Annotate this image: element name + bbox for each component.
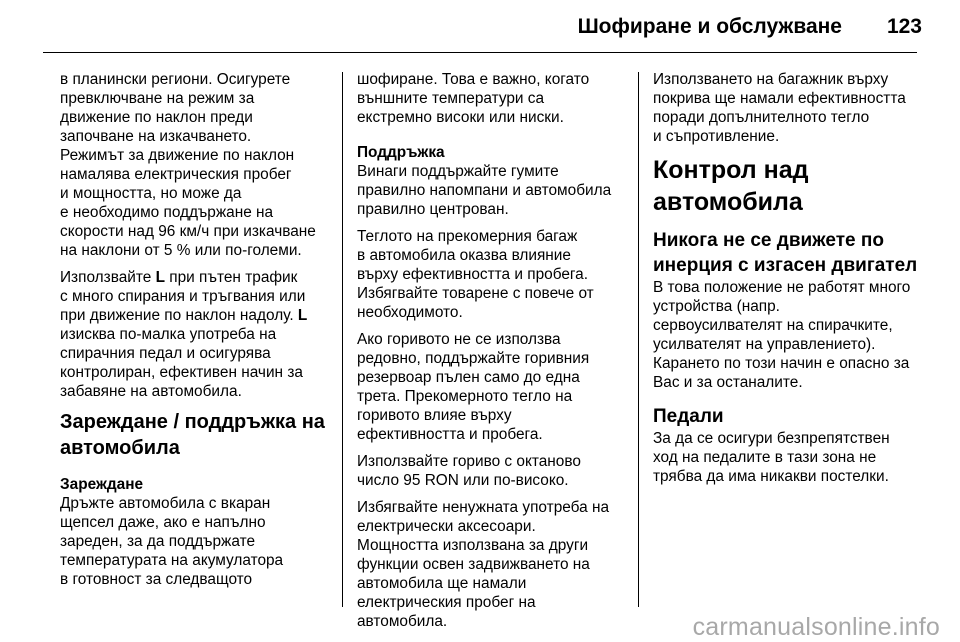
paragraph-l-mode	[60, 268, 332, 401]
column-1	[60, 70, 332, 597]
paragraph-luggage: Теглото на прекомерния багаж в автомобила оказва влияние върху ефективността и пробега. Избягвайте товарене с повече от необходимото.	[357, 228, 594, 321]
section-heading-vehicle-control: Контрол над автомобила	[653, 156, 809, 216]
text-braking: изисква по-малка употреба на спирачния педал и осигурява контролиран, ефективен начин за забавяне на автомобила.	[60, 326, 303, 400]
header-divider	[43, 52, 917, 53]
paragraph-plugged-in: Дръжте автомобила с вкаран щепсел даже, ако е напълно зареден, за да поддържате температурата на акумулатора в готовност за следващото	[60, 495, 284, 588]
subheading-pedals: Педали	[653, 406, 724, 427]
paragraph-pedals: За да се осигури безпрепятствен ход на педалите в тази зона не трябва да има никакви постелки.	[653, 430, 890, 485]
column-divider-2	[638, 72, 639, 607]
watermark: carmanualsonline.info	[692, 613, 940, 641]
subheading-charging: Зареждане	[60, 476, 144, 493]
section-heading-charging: Зареждане / поддръжка на автомобила	[60, 411, 325, 459]
paragraph-octane: Използвайте гориво с октаново число 95 RON или по-високо.	[357, 453, 581, 489]
paragraph-engine-off: В това положение не работят много устройства (напр. сервоусилвателят на спирачките, усилвателят на управлението). Карането по този начин е опасно за Вас и за останалите.	[653, 279, 911, 391]
paragraph-mountain-mode: в планински региони. Осигурете превключване на режим за движение по наклон преди започване на изкачването. Режимът за движение по наклон намалява електрическия пробег и мощността, но може да е необходимо поддържане на скорости над 96 км/ч при изкачване на наклони от 5 % или по-големи.	[60, 71, 316, 259]
paragraph-fuel: Ако горивото не се използва редовно, поддържайте горивния резервоар пълен само до една трета. Прекомерното тегло на горивото влияе върху ефективността и пробега.	[357, 331, 590, 443]
page-number: 123	[886, 15, 922, 38]
subheading-no-coasting: Никога не се движете по инерция с изгасен двигател	[653, 230, 918, 276]
column-2	[357, 70, 625, 639]
paragraph-roof-rack: Използването на багажник върху покрива ще намали ефективността поради допълнителното тегло и съпротивление.	[653, 71, 906, 145]
text-traffic: при пътен трафик с много спирания и тръгвания или при движение по наклон надолу.	[60, 269, 306, 324]
column-3	[653, 70, 923, 494]
page-header	[0, 0, 960, 60]
paragraph-tyres: Винаги поддържайте гумите правилно напомпани и автомобила правилно центрован.	[357, 163, 612, 218]
column-divider-1	[342, 72, 343, 607]
subheading-maintenance: Поддръжка	[357, 144, 445, 161]
gear-l-label-2: L	[297, 307, 308, 324]
paragraph-temperatures: шофиране. Това е важно, когато външните температури са екстремно високи или ниски.	[357, 71, 590, 126]
paragraph-accessories: Избягвайте ненужната употреба на електрически аксесоари. Мощността използвана за други функции освен задвижването на автомобила ще намали електрическия пробег на автомобила.	[357, 499, 609, 630]
page-title: Шофиране и обслужване	[577, 15, 842, 38]
gear-l-label: L	[155, 269, 165, 286]
text-use: Използвайте	[60, 269, 156, 286]
